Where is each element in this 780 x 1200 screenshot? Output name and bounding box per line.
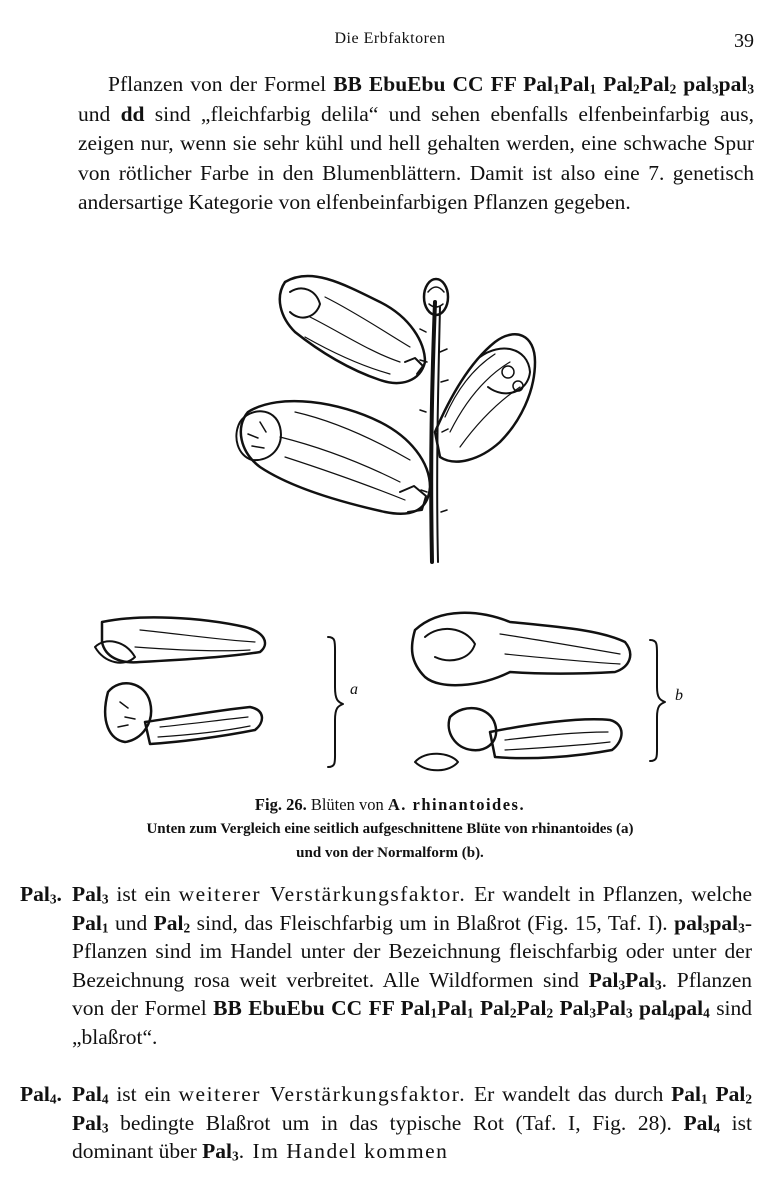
paragraph-formula-delila: Pflanzen von der Formel BB EbuEbu CC FF Pal$_1$Pal$_1$ Pal$_2$Pal$_2$ pal$_3$pal$_3$ und dd sind „fleichfarbig delila“ und sehen ebenfalls elfenbeinfarbig aus, zeigen nur, wenn sie sehr kühl und hell gehalten werden, eine schwache Spur von rötlicher Farbe in den Blumenblättern. Damit ist also eine 7. genetisch andersartige Kategorie von elfenbeinfarbigen Pflanzen gegeben.: [78, 72, 755, 214]
dissected-flower-a-upper: [95, 617, 265, 662]
entry-pal4: Pal$_4$. Pal$_4$ ist ein weiterer Verstärkungsfaktor. Er wandelt das durch Pal$_1$ Pal$_2$ Pal$_3$ bedingte Blaßrot um in das typische Rot (Taf. I, Fig. 28). Pal$_4$ ist dominant über Pal$_3$. Im Handel kommen: [20, 1082, 753, 1164]
figure-caption-line3: und von der Normalform (b).: [296, 845, 484, 861]
label-a: a: [350, 681, 358, 698]
figure-26-illustration: [80, 262, 760, 792]
genotype-formula: BB EbuEbu CC FF Pal$_1$Pal$_1$ Pal$_2$Pal$_2$ pal$_3$pal$_3$: [333, 72, 755, 97]
figure-caption-line2: Unten zum Vergleich eine seitlich aufgeschnittene Blüte von rhinantoides (a): [146, 821, 634, 837]
figure-caption-title: Fig. 26. Blüten von A. rhinantoides.: [254, 795, 526, 814]
flower-right: [435, 334, 535, 461]
genotype-formula-2: BB EbuEbu CC FF Pal$_1$Pal$_1$ Pal$_2$Pal$_2$ Pal$_3$Pal$_3$ pal$_4$pal$_4$: [213, 996, 710, 1021]
flower-upper-left: [280, 276, 425, 383]
running-header: Die Erbfaktoren: [334, 30, 446, 47]
bracket-a: [328, 637, 343, 767]
entry-pal3: Pal$_3$. Pal$_3$ ist ein weiterer Verstärkungsfaktor. Er wandelt in Pflanzen, welche Pal$_1$ und Pal$_2$ sind, das Fleischfarbig um in Blaßrot (Fig. 15, Taf. I). pal$_3$pal$_3$-Pflanzen sind im Handel unter der Bezeichnung fleischfarbig oder unter der Bezeichnung rosa weit verbreitet. Alle Wildformen sind Pal$_3$Pal$_3$. Pflanzen von der Formel BB EbuEbu CC FF Pal$_1$Pal$_1$ Pal$_2$Pal$_2$ Pal$_3$Pal$_3$ pal$_4$pal$_4$ sind „blaßrot“.: [20, 882, 753, 1049]
flower-left-large: [236, 401, 430, 514]
entry-tag-pal3: Pal$_3$.: [20, 882, 62, 907]
bracket-b: [650, 640, 665, 761]
dissected-flower-a-lower: [105, 683, 262, 744]
dissected-flower-b-upper: [412, 613, 630, 685]
entry-tag-pal4: Pal$_4$.: [20, 1082, 62, 1107]
dissected-flower-b-lower: [415, 708, 622, 770]
page-number: 39: [734, 30, 754, 52]
label-b: b: [675, 687, 683, 704]
